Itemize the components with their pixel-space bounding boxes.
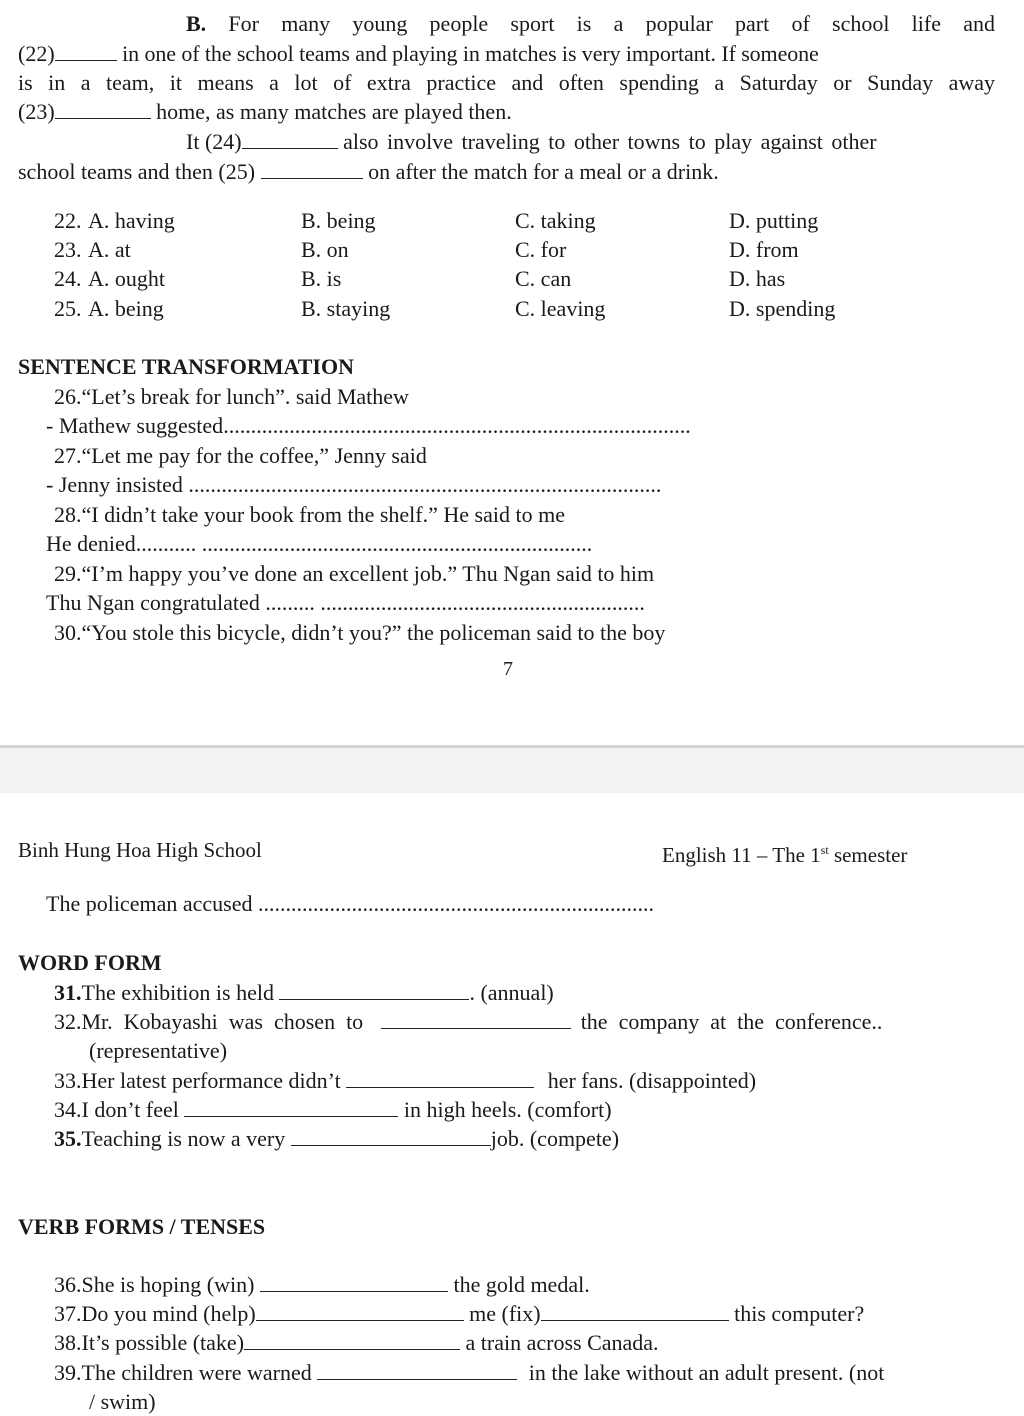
passage-text: school teams and then (25) bbox=[18, 159, 256, 184]
question-text: 39.The children were warned bbox=[54, 1360, 312, 1385]
passage-line-5 bbox=[186, 129, 995, 155]
header-course-text: semester bbox=[828, 843, 908, 867]
passage-text: It (24) bbox=[186, 129, 242, 154]
blank-34[interactable] bbox=[184, 1098, 398, 1117]
passage-text: For many young people sport is a popular part of school life and bbox=[228, 11, 995, 36]
question-37 bbox=[54, 1301, 864, 1327]
question-32-hint: (representative) bbox=[89, 1038, 228, 1063]
blank-37b[interactable] bbox=[541, 1302, 729, 1321]
question-number: 35. bbox=[54, 1126, 82, 1151]
option-d[interactable]: D. spending bbox=[729, 296, 836, 321]
option-b[interactable]: B. staying bbox=[301, 296, 391, 321]
section-label: B. bbox=[186, 11, 207, 36]
question-27: 27.“Let me pay for the coffee,” Jenny said bbox=[54, 443, 427, 468]
answer-prompt: - Jenny insisted bbox=[46, 472, 183, 497]
question-number: 33. bbox=[54, 1068, 82, 1093]
document-page-8 bbox=[0, 793, 1024, 1416]
passage-line-3 bbox=[18, 70, 995, 96]
answer-line-30[interactable] bbox=[46, 891, 654, 917]
question-text: 38.It’s possible (take) bbox=[54, 1330, 245, 1355]
blank-number: (22) bbox=[18, 41, 55, 66]
question-text: a train across Canada. bbox=[465, 1330, 659, 1355]
answer-prompt: He denied bbox=[46, 531, 136, 556]
option-c[interactable]: C. can bbox=[515, 266, 572, 291]
option-d[interactable]: D. has bbox=[729, 266, 786, 291]
answer-prompt: The policeman accused bbox=[46, 891, 253, 916]
answer-line-29[interactable] bbox=[46, 590, 645, 616]
answer-dots: ........................................................................ bbox=[257, 891, 654, 916]
option-b[interactable]: B. being bbox=[301, 208, 376, 233]
question-39-continued: / swim) bbox=[89, 1389, 156, 1414]
passage-text: on after the match for a meal or a drink. bbox=[368, 159, 719, 184]
passage-text: in one of the school teams and playing in matches is very important. If someone bbox=[122, 41, 819, 66]
question-text: me (fix) bbox=[469, 1301, 541, 1326]
question-text: . (annual) bbox=[469, 980, 554, 1005]
blank-25[interactable] bbox=[261, 160, 363, 179]
blank-39[interactable] bbox=[317, 1361, 517, 1380]
blank-33[interactable] bbox=[346, 1069, 534, 1088]
question-text: Her latest performance didn’t bbox=[81, 1068, 341, 1093]
blank-37a[interactable] bbox=[256, 1302, 464, 1321]
blank-23[interactable] bbox=[55, 100, 151, 119]
question-text: the gold medal. bbox=[453, 1272, 590, 1297]
passage-text: also involve traveling to other towns to play against other bbox=[343, 129, 877, 154]
answer-line-27[interactable] bbox=[46, 472, 661, 498]
page-number: 7 bbox=[503, 658, 513, 680]
question-text: in the lake without an adult present. (not bbox=[528, 1360, 885, 1385]
blank-24[interactable] bbox=[242, 130, 338, 149]
answer-dots: ........... ....................................................................... bbox=[135, 531, 593, 556]
question-text: the company at the conference.. bbox=[580, 1009, 883, 1034]
question-39 bbox=[54, 1360, 995, 1386]
question-text: 37.Do you mind (help) bbox=[54, 1301, 256, 1326]
passage-line-2 bbox=[18, 41, 819, 67]
section-heading-word-form: WORD FORM bbox=[18, 950, 162, 975]
option-number: 22. bbox=[54, 208, 82, 233]
question-29: 29.“I’m happy you’ve done an excellent job.” Thu Ngan said to him bbox=[54, 561, 655, 586]
question-text: this computer? bbox=[734, 1301, 865, 1326]
blank-22[interactable] bbox=[55, 42, 117, 61]
option-b[interactable]: B. on bbox=[301, 237, 349, 262]
answer-dots: ......... ........................................................... bbox=[265, 590, 645, 615]
question-38 bbox=[54, 1330, 659, 1356]
option-a[interactable]: A. being bbox=[88, 296, 164, 321]
option-a[interactable]: A. at bbox=[88, 237, 131, 262]
answer-line-26[interactable] bbox=[46, 413, 691, 439]
question-26: 26.“Let’s break for lunch”. said Mathew bbox=[54, 384, 409, 409]
section-heading-sentence-transformation: SENTENCE TRANSFORMATION bbox=[18, 354, 354, 379]
blank-35[interactable] bbox=[291, 1127, 491, 1146]
blank-36[interactable] bbox=[260, 1273, 448, 1292]
question-35 bbox=[54, 1126, 619, 1152]
blank-number: (23) bbox=[18, 99, 55, 124]
passage-line-6 bbox=[18, 159, 719, 185]
header-course-text: English 11 – The 1 bbox=[662, 843, 821, 867]
header-school-name: Binh Hung Hoa High School bbox=[18, 838, 262, 862]
question-text: her fans. (disappointed) bbox=[547, 1068, 757, 1093]
answer-prompt: - Mathew suggested bbox=[46, 413, 224, 438]
section-heading-verb-forms: VERB FORMS / TENSES bbox=[18, 1214, 266, 1239]
option-a[interactable]: A. having bbox=[88, 208, 175, 233]
question-text: Teaching is now a very bbox=[81, 1126, 286, 1151]
answer-line-28[interactable] bbox=[46, 531, 592, 557]
answer-dots: ..................................................................................... bbox=[223, 413, 691, 438]
option-c[interactable]: C. for bbox=[515, 237, 567, 262]
question-number: 31. bbox=[54, 980, 82, 1005]
blank-38[interactable] bbox=[244, 1331, 460, 1350]
option-d[interactable]: D. from bbox=[729, 237, 799, 262]
option-number: 24. bbox=[54, 266, 82, 291]
header-course-sup: st bbox=[820, 843, 829, 857]
question-text: The exhibition is held bbox=[81, 980, 274, 1005]
question-text: in high heels. (comfort) bbox=[403, 1097, 612, 1122]
question-text: I don’t feel bbox=[81, 1097, 179, 1122]
question-text: Mr. Kobayashi was chosen to bbox=[81, 1009, 364, 1034]
page-break-gap bbox=[0, 745, 1024, 793]
question-text: 36.She is hoping (win) bbox=[54, 1272, 255, 1297]
answer-dots: ...................................................................................... bbox=[188, 472, 662, 497]
blank-31[interactable] bbox=[279, 981, 469, 1000]
option-number: 23. bbox=[54, 237, 82, 262]
option-number: 25. bbox=[54, 296, 82, 321]
question-number: 34. bbox=[54, 1097, 82, 1122]
question-36 bbox=[54, 1272, 590, 1298]
passage-line-4 bbox=[18, 99, 512, 125]
passage-line-1 bbox=[186, 11, 995, 37]
question-30: 30.“You stole this bicycle, didn’t you?” the policeman said to the boy bbox=[54, 620, 666, 645]
header-course bbox=[662, 837, 907, 868]
question-34 bbox=[54, 1097, 612, 1123]
option-c[interactable]: C. leaving bbox=[515, 296, 606, 321]
question-31 bbox=[54, 980, 554, 1006]
question-text: job. (compete) bbox=[490, 1126, 620, 1151]
blank-32[interactable] bbox=[381, 1010, 571, 1029]
option-c[interactable]: C. taking bbox=[515, 208, 596, 233]
option-a[interactable]: A. ought bbox=[88, 266, 165, 291]
answer-prompt: Thu Ngan congratulated bbox=[46, 590, 260, 615]
passage-text: home, as many matches are played then. bbox=[156, 99, 512, 124]
option-b[interactable]: B. is bbox=[301, 266, 342, 291]
passage-text: is in a team, it means a lot of extra practice and often spending a Saturday or Sunday away bbox=[18, 70, 995, 95]
option-d[interactable]: D. putting bbox=[729, 208, 819, 233]
question-32 bbox=[54, 1009, 995, 1035]
question-33 bbox=[54, 1068, 756, 1094]
question-28: 28.“I didn’t take your book from the shelf.” He said to me bbox=[54, 502, 565, 527]
question-number: 32. bbox=[54, 1009, 82, 1034]
